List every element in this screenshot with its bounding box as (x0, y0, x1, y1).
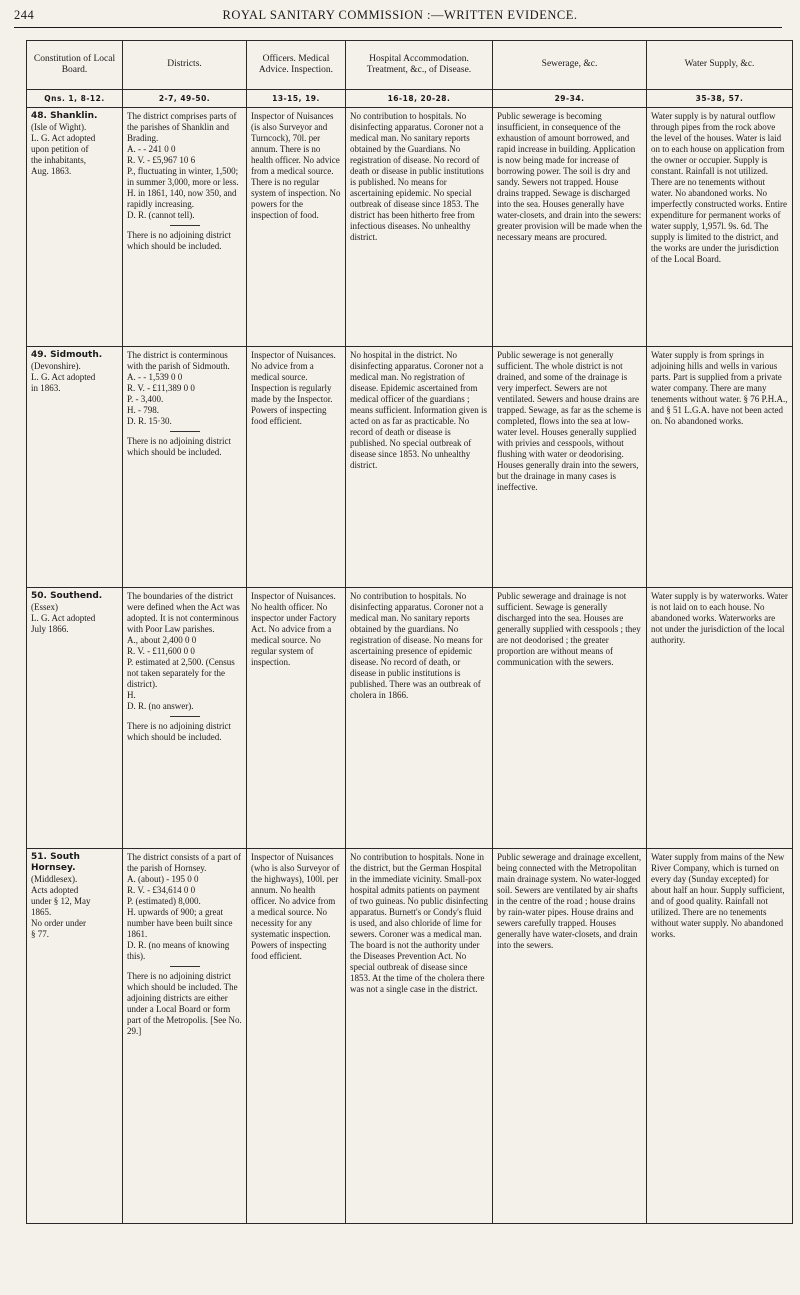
district-cell: The district is conterminous with the parish of Sidmouth. A. - - 1,539 0 0 R. V. - £11,389 0 0 P. - 3,400. H. - 798. D. R. 15·30. There is no adjoining district which should be included. (123, 347, 247, 588)
sewerage-cell: Public sewerage and drainage is not sufficient. Sewage is generally discharged into the sea. Houses are generally supplied with cesspools ; they are not deodorised ; the greater proportion are without means of communication with the sewers. (493, 588, 647, 849)
ref-hospital: 16-18, 20-28. (387, 94, 451, 104)
table-row (27, 347, 793, 588)
district-cell: The district consists of a part of the parish of Hornsey. A. (about) - 195 0 0 R. V. - £34,614 0 0 P. (estimated) 8,000. H. upwards of 900; a great number have been built since 1861. D. R. (no means of knowing this). There is no adjoining district which should be included. The adjoining districts are either under a Local Board or form part of the Metropolis. [See No. 29.] (123, 849, 247, 1224)
board-name: 49. Sidmouth. (31, 350, 103, 360)
col-header-officers: Officers. Medical Advice. Inspection. (247, 41, 346, 90)
ref-water: 35-38, 57. (695, 94, 744, 104)
sewerage-cell: Public sewerage is not generally sufficient. The whole district is not drained, and some of the drainage is very imperfect. Sewers are not ventilated. Sewers and house drains are trapped. Sewage, as far as the scheme is completed, flows into the sea at low-water level. Houses generally supplied with privies and cesspools, without flushing with water or deodorising. Houses generally drain into the sewers, but the drainage in many cases is ineffective. (493, 347, 647, 588)
board-cell: 49. Sidmouth. (Devonshire). L. G. Act adopted in 1863. (27, 347, 123, 588)
col-header-sewerage: Sewerage, &c. (493, 41, 647, 90)
hospital-cell: No contribution to hospitals. None in the district, but the German Hospital in the immediate vicinity. Small-pox hospital admits patients on payment of two guineas. No public disinfecting apparatus. Burnett's or Condy's fluid is used, and also chloride of lime for sewers. Coroner was a medical man. The board is not the authority under the Diseases Prevention Act. No special outbreak of disease since 1853. At the time of the cholera there was not a single case in the district. (346, 849, 493, 1224)
officers-cell: Inspector of Nuisances (is also Surveyor and Turncock), 70l. per annum. There is no health officer. No advice from a medical source. There is no regular system of inspection. No powers for the inspection of food. (247, 108, 346, 347)
water-cell: Water supply is by waterworks. Water is not laid on to each house. No abandoned works. Waterworks are not under the jurisdiction of the local authority. (647, 588, 793, 849)
running-title: ROYAL SANITARY COMMISSION :—WRITTEN EVIDENCE. (222, 8, 578, 22)
board-name: 50. Southend. (31, 591, 103, 601)
water-cell: Water supply is by natural outflow through pipes from the rock above the level of the houses. Water is laid on to each house on application from the owner or occupier. Supply is constant. Rainfall is not utilized. There are no tenements without water. No abandoned works. No imperfectly constructed works. Entire expenditure for permanent works of water supply, 1,957l. 9s. 6d. The supply is limited to the district, and the works are under the jurisdiction of the Local Board. (647, 108, 793, 347)
district-cell: The district comprises parts of the parishes of Shanklin and Brading. A. - - 241 0 0 R. V. - £5,967 10 6 P., fluctuating in winter, 1,500; in summer 3,000, more or less. H. in 1861, 140, now 350, and rapidly increasing. D. R. (cannot tell). There is no adjoining district which should be included. (123, 108, 247, 347)
board-name: 51. South (31, 852, 80, 862)
ref-constitution: Qns. 1, 8-12. (44, 94, 105, 104)
sewerage-cell: Public sewerage is becoming insufficient, in consequence of the exhaustion of amount borrowed, and rapid increase in building. Application is now being made for increase of borrowing power. The soil is dry and sandy. Sewers not trapped. House drains trapped. Sewage is discharged into the sea. Houses generally have water-closets, and drain into the sewers: greater provision will be made when the necessary means are procured. (493, 108, 647, 347)
question-ref-row (27, 90, 793, 108)
col-header-constitution: Constitution of Local Board. (27, 41, 123, 90)
hospital-cell: No hospital in the district. No disinfecting apparatus. Coroner not a medical man. No registration of disease. Epidemic ascertained from medical officer of the guardians ; means sufficient. Information given is acted on as far as practicable. No record of death or disease is published. No special outbreak of disease since 1853. No unhealthy district. (346, 347, 493, 588)
evidence-table (26, 40, 793, 1224)
hospital-cell: No contribution to hospitals. No disinfecting apparatus. Coroner not a medical man. No sanitary reports obtained by the guardians. No registration of disease. No means for ascertaining presence of epidemic disease. No record of death, or disease in public institutions is published. There was an outbreak of cholera in 1866. (346, 588, 493, 849)
ref-districts: 2-7, 49-50. (158, 94, 211, 104)
ref-officers: 13-15, 19. (272, 94, 320, 104)
hospital-cell: No contribution to hospitals. No disinfecting apparatus. Coroner not a medical man. No sanitary reports obtained by the Guardians. No registration of disease. No record of death or disease in public institutions is published. No means for ascertaining epidemic. No special outbreak of disease since 1853. The district has been hitherto free from infectious diseases. No unhealthy district. (346, 108, 493, 347)
page-header (0, 0, 800, 30)
officers-cell: Inspector of Nuisances. No health officer. No inspector under Factory Act. No advice from a medical source. No regular system of inspection. (247, 588, 346, 849)
page-number: 244 (14, 8, 35, 22)
col-header-districts: Districts. (123, 41, 247, 90)
column-header-row (27, 41, 793, 90)
ref-sewerage: 29-34. (554, 94, 585, 104)
water-cell: Water supply is from springs in adjoining hills and wells in various parts. Part is supplied from a private water company. There are many tenements without water. § 76 P.H.A., and § 51 L.G.A. have not been acted on. No abandoned works. (647, 347, 793, 588)
water-cell: Water supply from mains of the New River Company, which is turned on every day (Sunday excepted) for about half an hour. Supply sufficient, and of good quality. Rainfall not utilized. There are no tenements without water supply. No abandoned works. (647, 849, 793, 1224)
officers-cell: Inspector of Nuisances (who is also Surveyor of the highways), 100l. per annum. No health officer. No advice from a medical source. No necessity for any systematic inspection. Powers of inspecting food efficient. (247, 849, 346, 1224)
col-header-water: Water Supply, &c. (647, 41, 793, 90)
header-rule (14, 27, 782, 28)
col-header-hospital: Hospital Accommodation. Treatment, &c., of Disease. (346, 41, 493, 90)
district-cell: The boundaries of the district were defined when the Act was adopted. It is not conterminous with Poor Law parishes. A., about 2,400 0 0 R. V. - £11,600 0 0 P. estimated at 2,500. (Census not taken separately for the district). H. D. R. (no answer). There is no adjoining district which should be included. (123, 588, 247, 849)
board-cell: 51. South Hornsey. (Middlesex). Acts adopted under § 12, May 1865. No order under § 77. (27, 849, 123, 1224)
table-row (27, 108, 793, 347)
officers-cell: Inspector of Nuisances. No advice from a medical source. Inspection is regularly made by the Inspector. Powers of inspecting food efficient. (247, 347, 346, 588)
board-cell: 48. Shanklin. (Isle of Wight). L. G. Act adopted upon petition of the inhabitants, Aug. 1863. (27, 108, 123, 347)
board-name: 48. Shanklin. (31, 111, 98, 121)
sewerage-cell: Public sewerage and drainage excellent, being connected with the Metropolitan main drainage system. No water-logged soil. Sewers are ventilated by air shafts in the centre of the road ; house drains by rain-water pipes. House drains and sewers carefully trapped. Houses generally have water-closets, and drain into the sewers. (493, 849, 647, 1224)
table-row (27, 849, 793, 1224)
table-row (27, 588, 793, 849)
board-cell: 50. Southend. (Essex) L. G. Act adopted July 1866. (27, 588, 123, 849)
